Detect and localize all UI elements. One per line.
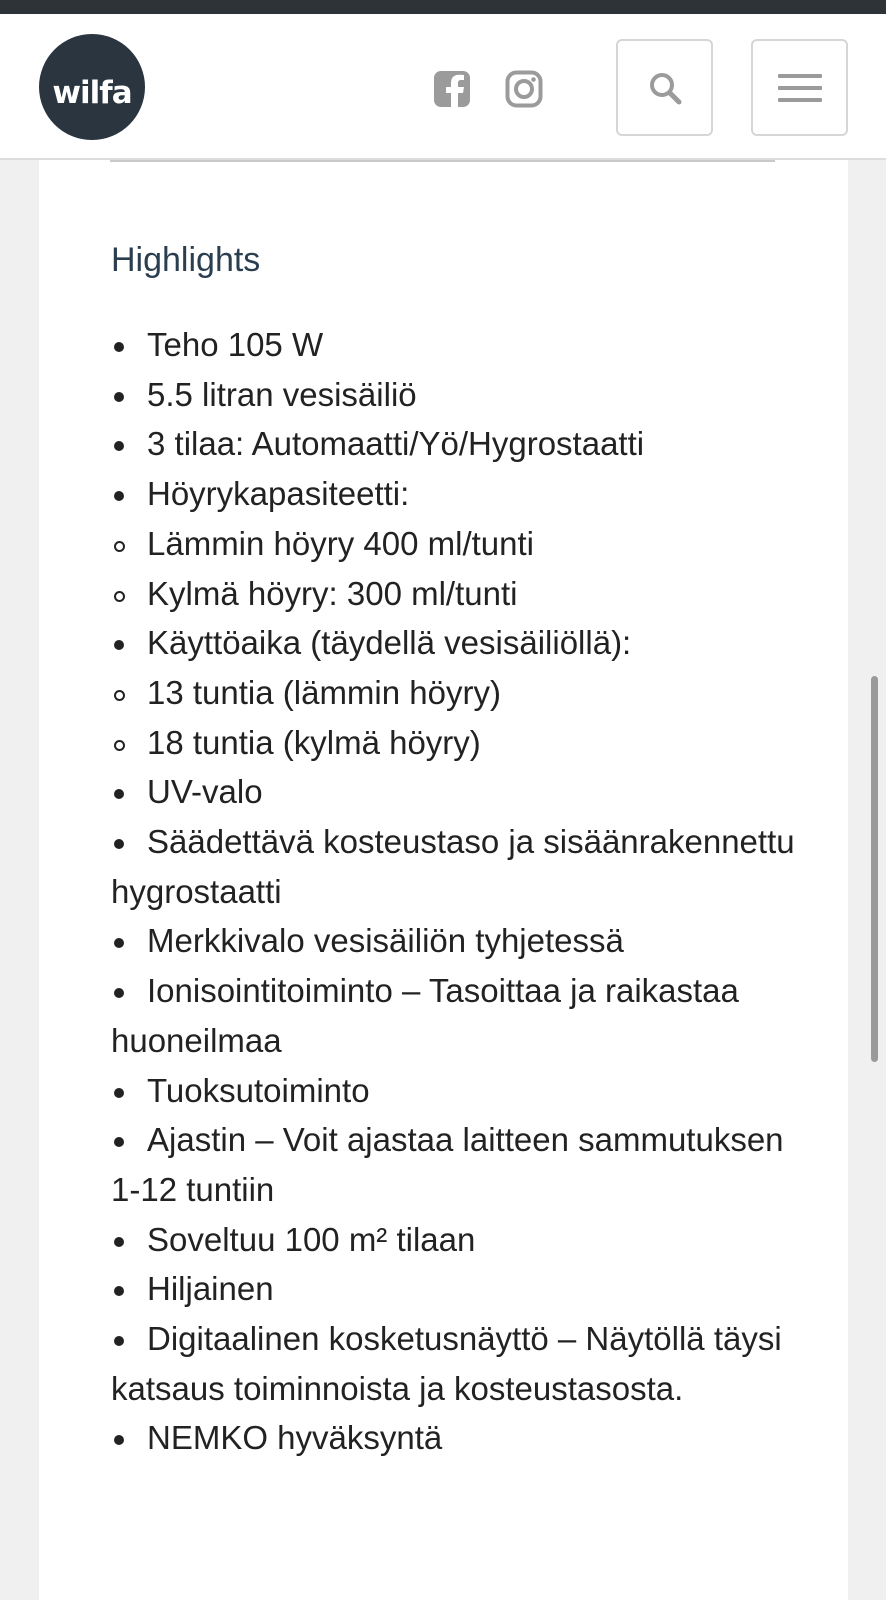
list-item-text: Lämmin höyry 400 ml/tunti xyxy=(147,524,534,562)
list-item-text: Soveltuu 100 m² tilaan xyxy=(147,1220,476,1258)
list-item-text: Kylmä höyry: 300 ml/tunti xyxy=(147,574,518,612)
bullet-icon xyxy=(111,445,147,455)
list-item xyxy=(111,1413,811,1463)
list-item-text: Tuoksutoiminto xyxy=(147,1071,370,1109)
bullet-icon xyxy=(111,1439,147,1449)
menu-button[interactable] xyxy=(751,39,848,136)
wilfa-logo[interactable]: wilfa xyxy=(39,34,145,140)
browser-top-bar xyxy=(0,0,886,14)
list-item xyxy=(111,1066,811,1116)
facebook-icon[interactable] xyxy=(433,70,471,108)
bullet-icon xyxy=(111,346,147,356)
hamburger-menu-icon xyxy=(778,72,822,104)
bullet-icon xyxy=(111,793,147,803)
list-item xyxy=(111,618,811,668)
search-icon xyxy=(648,71,682,105)
list-item xyxy=(111,1215,811,1265)
list-item xyxy=(111,569,811,619)
list-item xyxy=(111,320,811,370)
section-divider xyxy=(110,160,775,162)
list-item-text: Höyrykapasiteetti: xyxy=(147,475,410,513)
list-item-text: 5.5 litran vesisäiliö xyxy=(147,375,417,413)
bullet-icon xyxy=(111,843,147,853)
list-item xyxy=(111,519,811,569)
search-button[interactable] xyxy=(616,39,713,136)
bullet-icon xyxy=(111,1092,147,1102)
list-item-text: Merkkivalo vesisäiliön tyhjetessä xyxy=(147,922,624,960)
bullet-icon xyxy=(111,1141,147,1151)
list-item xyxy=(111,817,811,916)
scrollbar-thumb[interactable] xyxy=(871,676,878,1062)
hollow-bullet-icon xyxy=(111,694,147,704)
product-content xyxy=(39,160,848,1600)
list-item-text: 18 tuntia (kylmä höyry) xyxy=(147,723,481,761)
list-item xyxy=(111,1314,811,1413)
list-item-text: 3 tilaa: Automaatti/Yö/Hygrostaatti xyxy=(147,425,645,463)
list-item xyxy=(111,966,811,1065)
bullet-icon xyxy=(111,396,147,406)
hollow-bullet-icon xyxy=(111,545,147,555)
bullet-icon xyxy=(111,992,147,1002)
bullet-icon xyxy=(111,1290,147,1300)
bullet-icon xyxy=(111,644,147,654)
highlights-title: Highlights xyxy=(111,241,261,279)
list-item-text: Säädettävä kosteustaso ja sisäänrakennettu hygrostaatti xyxy=(111,823,795,910)
list-item-text: 13 tuntia (lämmin höyry) xyxy=(147,673,501,711)
list-item-text: Käyttöaika (täydellä vesisäiliöllä): xyxy=(147,624,632,662)
list-item-text: UV-valo xyxy=(147,773,263,811)
list-item xyxy=(111,718,811,768)
list-item-text: NEMKO hyväksyntä xyxy=(147,1419,443,1457)
list-item xyxy=(111,370,811,420)
list-item-text: Ajastin – Voit ajastaa laitteen sammutuksen 1-12 tuntiin xyxy=(111,1121,784,1208)
list-item xyxy=(111,1115,811,1214)
list-item xyxy=(111,469,811,519)
list-item xyxy=(111,419,811,469)
hollow-bullet-icon xyxy=(111,744,147,754)
bullet-icon xyxy=(111,942,147,952)
list-item xyxy=(111,668,811,718)
site-header xyxy=(0,14,886,160)
hollow-bullet-icon xyxy=(111,595,147,605)
bullet-icon xyxy=(111,495,147,505)
list-item-text: Hiljainen xyxy=(147,1270,274,1308)
list-item-text: Digitaalinen kosketusnäyttö – Näytöllä täysi katsaus toiminnoista ja kosteustasosta. xyxy=(111,1320,782,1407)
list-item xyxy=(111,767,811,817)
list-item xyxy=(111,1264,811,1314)
bullet-icon xyxy=(111,1241,147,1251)
instagram-icon[interactable] xyxy=(505,70,543,108)
list-item-text: Ionisointitoiminto – Tasoittaa ja raikastaa huoneilmaa xyxy=(111,972,739,1059)
list-item-text: Teho 105 W xyxy=(147,326,324,363)
highlights-list xyxy=(111,320,811,1463)
list-item xyxy=(111,916,811,966)
bullet-icon xyxy=(111,1340,147,1350)
